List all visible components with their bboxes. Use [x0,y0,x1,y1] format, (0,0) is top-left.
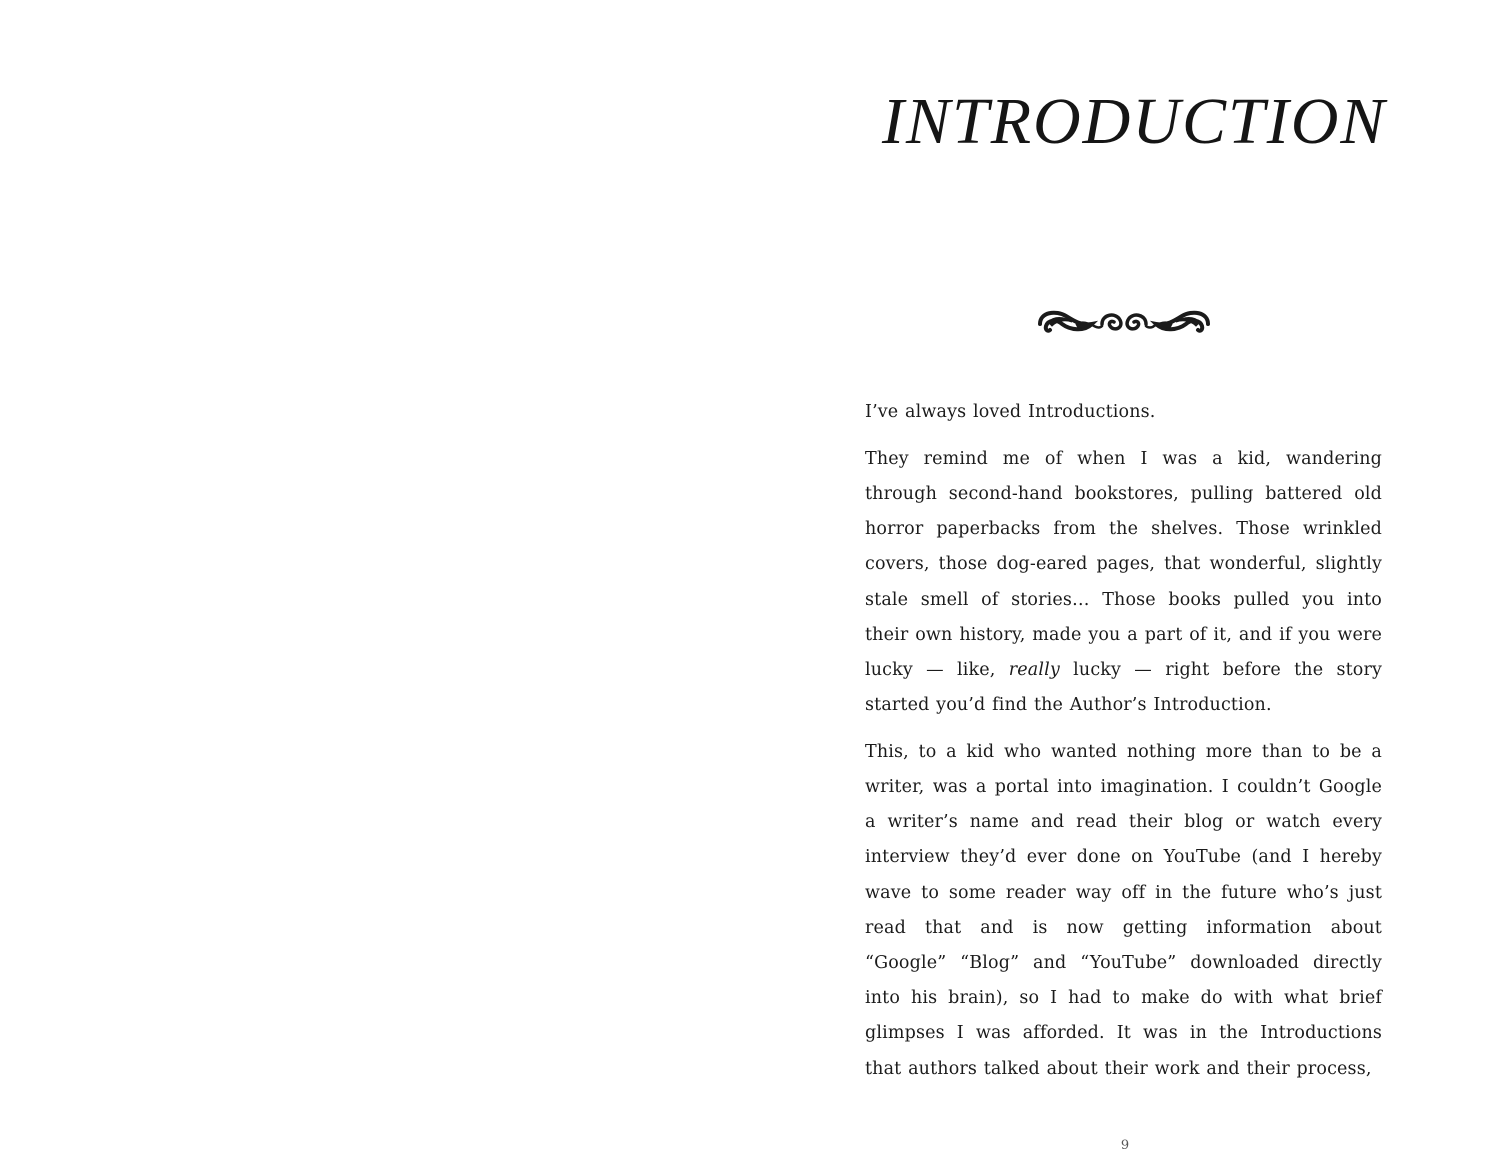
paragraph-text: They remind me of when I was a kid, wandering through second-hand bookstores, pulling battered old horror paperbacks from the shelves. Those wrinkled covers, those dog-eared pages, that wonderful, slightly stale smell of stories… Those books pulled you into their own history, made you a part of it, and if you were lucky — like, [865,448,1382,680]
body-text [865,395,1382,1087]
paragraph [865,442,1382,724]
emphasis-text: really [1008,659,1060,680]
paragraph-text: lucky — right before the story started you’d find the Author’s Introduction. [865,659,1382,716]
paragraph: This, to a kid who wanted nothing more than to be a writer, was a portal into imagination. I couldn’t Google a writer’s name and read their blog or watch every interview they’d ever done on YouTube (and I hereby wave to some reader way off in the future who’s just read that and is now getting information about “Google” “Blog” and “YouTube” downloaded directly into his brain), so I had to make do with what brief glimpses I was afforded. It was in the Introductions that authors talked about their work and their process, [865,741,1382,1079]
chapter-title: INTRODUCTION [882,85,1387,158]
right-page [750,0,1500,1167]
page-number: 9 [1120,1138,1130,1153]
paragraph: I’ve always loved Introductions. [865,402,1156,422]
flourish-ornament-icon [1036,302,1212,342]
